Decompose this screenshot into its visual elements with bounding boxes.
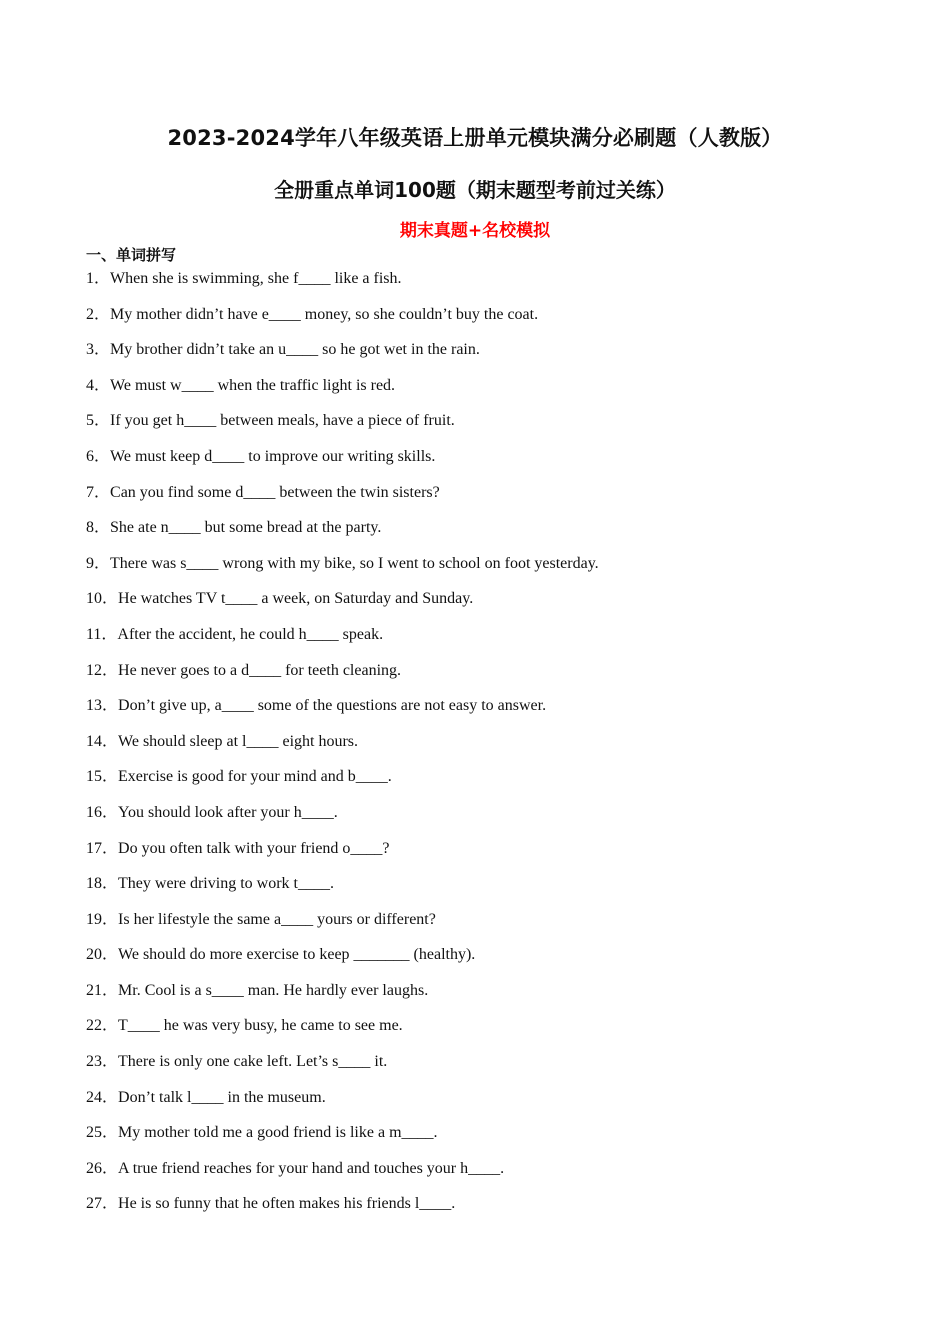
question-item [86, 1122, 886, 1158]
question-item [86, 1015, 886, 1051]
question-number: 4． [86, 376, 111, 394]
question-text: There was s____ wrong with my bike, so I went to school on foot yesterday. [110, 554, 599, 572]
question-item [86, 446, 886, 482]
question-number: 26． [86, 1159, 119, 1177]
question-text: She ate n____ but some bread at the party. [110, 519, 382, 537]
question-item [86, 802, 886, 838]
question-text: When she is swimming, she f____ like a fish. [110, 270, 402, 287]
question-number: 8． [86, 519, 111, 537]
question-item [86, 766, 886, 802]
question-number: 18． [86, 875, 119, 893]
question-text: They were driving to work t____. [118, 875, 334, 893]
question-number: 22． [86, 1017, 119, 1035]
document-subtitle: 全册重点单词100题（期末题型考前过关练） [274, 178, 676, 202]
question-text: We should sleep at l____ eight hours. [118, 732, 359, 750]
question-text: Do you often talk with your friend o____? [118, 839, 390, 857]
question-text: T____ he was very busy, he came to see me. [118, 1017, 403, 1035]
question-item [86, 873, 886, 909]
question-text: My brother didn’t take an u____ so he got wet in the rain. [110, 341, 480, 359]
question-text: We must keep d____ to improve our writing skills. [110, 447, 436, 465]
question-text: If you get h____ between meals, have a piece of fruit. [110, 412, 455, 430]
question-item [86, 268, 886, 304]
question-number: 11． [86, 625, 118, 643]
question-number: 2． [86, 305, 111, 323]
question-item [86, 339, 886, 375]
question-number: 25． [86, 1124, 119, 1142]
question-number: 10． [86, 590, 119, 608]
question-item [86, 909, 886, 945]
question-item [86, 624, 886, 660]
question-text: He watches TV t____ a week, on Saturday and Sunday. [118, 590, 474, 608]
question-item [86, 838, 886, 874]
question-item [86, 1087, 886, 1123]
question-number: 7． [86, 483, 111, 501]
question-item [86, 944, 886, 980]
question-item [86, 1193, 886, 1229]
question-number: 15． [86, 768, 119, 786]
question-number: 6． [86, 447, 111, 465]
question-number: 16． [86, 803, 119, 821]
question-number: 1． [86, 270, 111, 287]
question-number: 24． [86, 1088, 119, 1106]
question-item [86, 695, 886, 731]
question-text: Don’t talk l____ in the museum. [118, 1088, 326, 1106]
question-text: My mother told me a good friend is like a m____. [118, 1124, 438, 1142]
question-text: Can you find some d____ between the twin sisters? [110, 483, 440, 501]
question-number: 5． [86, 412, 111, 430]
question-number: 27． [86, 1195, 119, 1213]
question-number: 9． [86, 554, 111, 572]
question-text: We should do more exercise to keep _______ (healthy). [118, 946, 476, 964]
question-number: 17． [86, 839, 119, 857]
question-text: My mother didn’t have e____ money, so she couldn’t buy the coat. [110, 305, 539, 323]
question-item [86, 375, 886, 411]
question-item [86, 553, 886, 589]
question-text: You should look after your h____. [118, 803, 338, 821]
question-number: 13． [86, 697, 119, 715]
question-number: 21． [86, 981, 119, 999]
section-heading: 一、单词拼写 [86, 246, 177, 264]
question-number: 12． [86, 661, 119, 679]
question-text: Is her lifestyle the same a____ yours or different? [118, 910, 436, 928]
document-title: 2023-2024学年八年级英语上册单元模块满分必刷题（人教版） [167, 126, 783, 150]
question-item [86, 517, 886, 553]
question-item [86, 1158, 886, 1194]
question-item [86, 304, 886, 340]
question-text: Exercise is good for your mind and b____. [118, 768, 392, 786]
question-text: After the accident, he could h____ speak. [117, 625, 384, 643]
question-text: There is only one cake left. Let’s s____ it. [118, 1053, 388, 1071]
question-text: He is so funny that he often makes his friends l____. [118, 1195, 456, 1213]
question-text: He never goes to a d____ for teeth cleaning. [118, 661, 402, 679]
question-item [86, 1051, 886, 1087]
question-item [86, 588, 886, 624]
question-number: 19． [86, 910, 119, 928]
question-number: 14． [86, 732, 119, 750]
question-item [86, 660, 886, 696]
question-text: Don’t give up, a____ some of the questions are not easy to answer. [118, 697, 547, 715]
question-item [86, 731, 886, 767]
source-tag: 期末真题+名校模拟 [399, 221, 551, 241]
question-list [86, 268, 886, 1229]
question-number: 20． [86, 946, 119, 964]
question-item [86, 980, 886, 1016]
question-number: 3． [86, 341, 111, 359]
question-item [86, 410, 886, 446]
question-text: A true friend reaches for your hand and touches your h____. [118, 1159, 505, 1177]
question-item [86, 482, 886, 518]
question-text: We must w____ when the traffic light is red. [110, 376, 396, 394]
question-text: Mr. Cool is a s____ man. He hardly ever laughs. [118, 981, 429, 999]
question-number: 23． [86, 1053, 119, 1071]
